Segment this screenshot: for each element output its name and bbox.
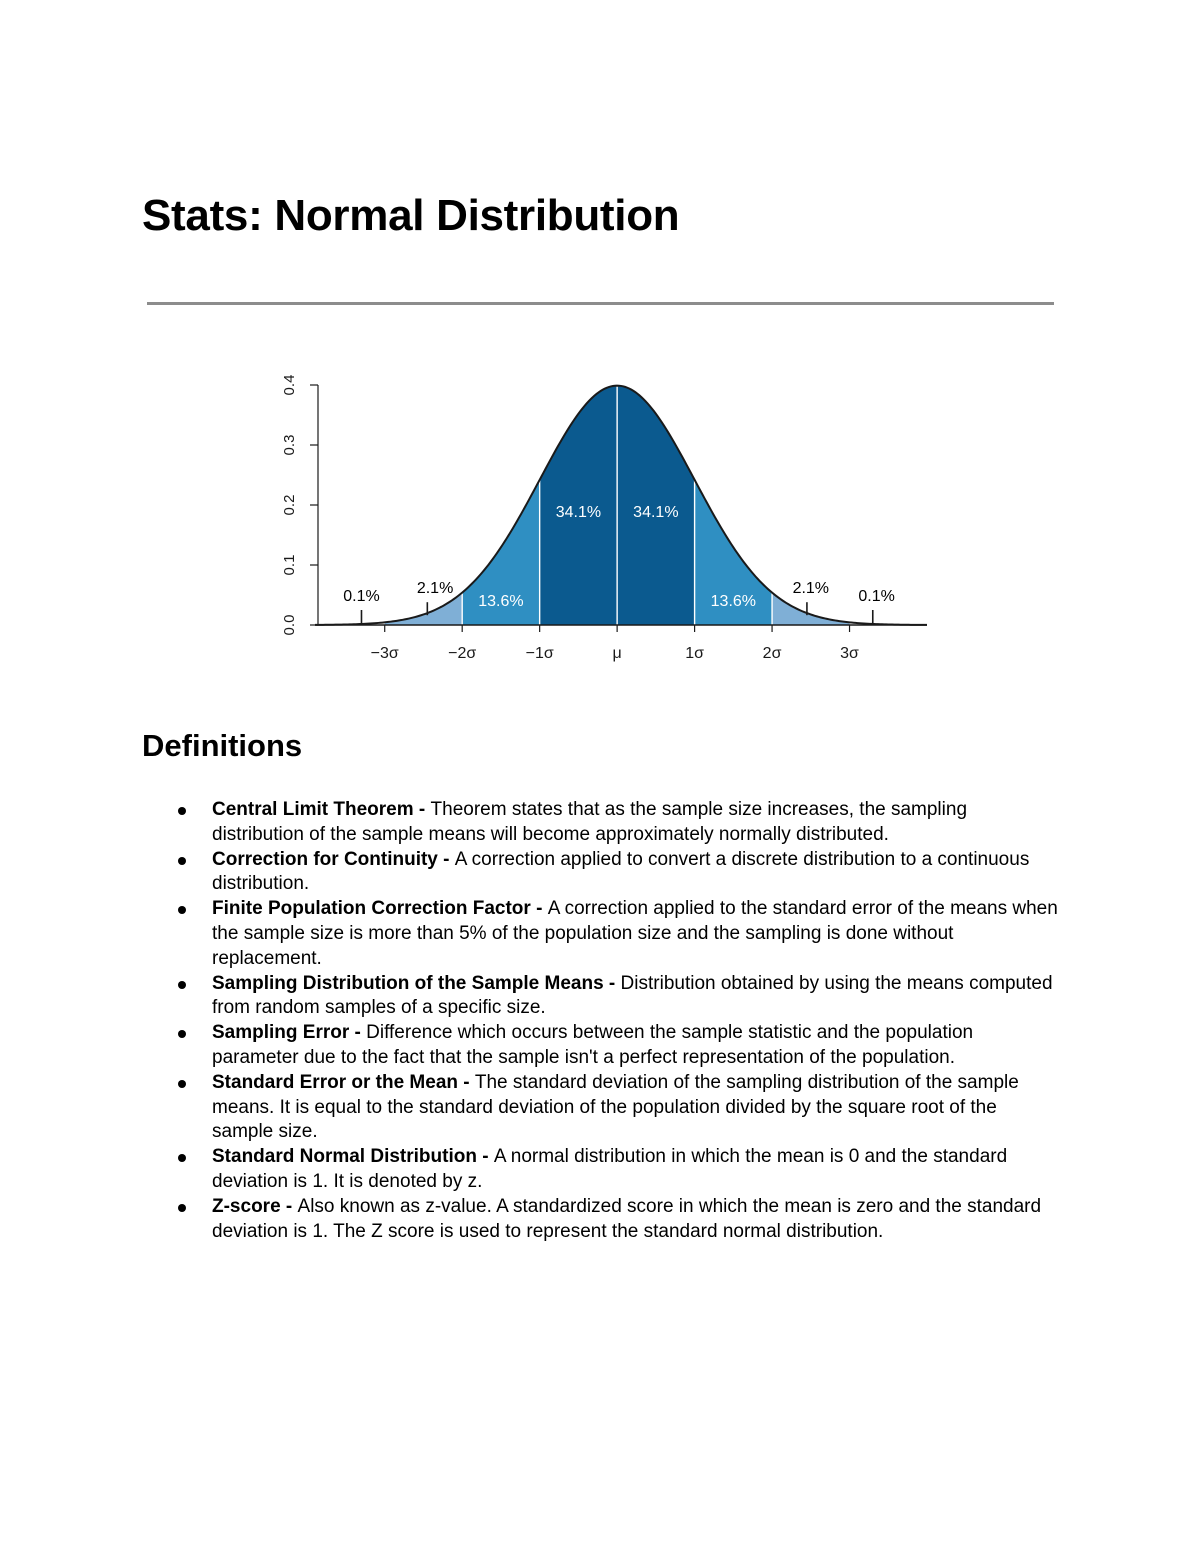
region-percent-label: 13.6% xyxy=(478,592,524,610)
bullet-icon xyxy=(178,1154,186,1162)
bullet-icon xyxy=(178,981,186,989)
definition-text: Difference which occurs between the sample statistic and the population parameter due to the fact that the sample isn't a perfect representation of the population. xyxy=(212,1022,974,1068)
y-tick-label: 0.1 xyxy=(281,554,298,576)
definition-item xyxy=(212,1195,1062,1245)
definition-text: The standard deviation of the sampling distribution of the sample means. It is equal to the standard deviation of the population divided by the square root of the sample size. xyxy=(212,1071,1019,1143)
definition-term: Standard Error or the Mean - xyxy=(212,1071,475,1093)
y-tick-label: 0.4 xyxy=(281,374,298,396)
normal-distribution-chart xyxy=(260,355,940,685)
x-tick-label: μ xyxy=(612,645,622,662)
definition-term: Standard Normal Distribution - xyxy=(212,1146,494,1168)
definition-term: Z-score - xyxy=(212,1195,298,1217)
region-percent-label: 2.1% xyxy=(792,580,830,598)
definition-item xyxy=(212,798,1062,848)
definition-item xyxy=(212,1145,1062,1195)
bullet-icon xyxy=(178,906,186,914)
definition-text: A correction applied to the standard error of the means when the sample size is more than 5% of the population size and the sampling is done without replacement. xyxy=(212,898,1058,969)
region-percent-label: 0.1% xyxy=(343,588,380,605)
bullet-icon xyxy=(178,1204,186,1212)
bullet-icon xyxy=(178,1030,186,1038)
region-percent-label: 13.6% xyxy=(710,592,757,610)
x-tick-label: 2σ xyxy=(762,645,782,662)
definition-item xyxy=(212,897,1062,971)
definitions-list xyxy=(212,798,1062,1244)
definition-term: Correction for Continuity - xyxy=(212,848,455,870)
x-tick-label: 1σ xyxy=(685,645,704,662)
x-tick-label: −2σ xyxy=(448,645,477,662)
y-tick-label: 0.0 xyxy=(281,614,298,636)
page-title: Stats: Normal Distribution xyxy=(142,191,680,240)
definitions-heading: Definitions xyxy=(142,728,303,763)
region-percent-label: 34.1% xyxy=(633,504,679,521)
definition-text: A normal distribution in which the mean is 0 and the standard deviation is 1. It is denoted by z. xyxy=(212,1146,1008,1192)
definition-term: Sampling Distribution of the Sample Means - xyxy=(212,972,621,994)
definition-text: Also known as z-value. A standardized score in which the mean is zero and the standard deviation is 1. The Z score is used to represent the standard normal distribution. xyxy=(212,1195,1042,1242)
x-tick-label: −3σ xyxy=(370,645,399,662)
region-percent-label: 2.1% xyxy=(416,580,454,598)
bullet-icon xyxy=(178,807,186,815)
definition-term: Sampling Error - xyxy=(212,1022,367,1044)
x-tick-label: 3σ xyxy=(840,645,859,662)
definition-item xyxy=(212,972,1062,1022)
definition-term: Central Limit Theorem - xyxy=(212,799,431,820)
x-tick-label: −1σ xyxy=(525,645,554,662)
y-tick-label: 0.3 xyxy=(281,434,298,456)
bullet-icon xyxy=(178,857,186,865)
definition-item xyxy=(212,1071,1062,1145)
definition-term: Finite Population Correction Factor - xyxy=(212,898,548,920)
definition-text: Distribution obtained by using the means computed from random samples of a specific size. xyxy=(212,972,1053,1019)
definition-item xyxy=(212,1021,1062,1071)
y-tick-label: 0.2 xyxy=(281,494,298,516)
region-percent-label: 0.1% xyxy=(858,588,895,605)
definition-item xyxy=(212,848,1062,898)
bullet-icon xyxy=(178,1080,186,1088)
horizontal-rule xyxy=(147,302,1054,305)
region-percent-label: 34.1% xyxy=(555,504,602,521)
definition-text: A correction applied to convert a discrete distribution to a continuous distribution. xyxy=(212,848,1030,895)
definition-text: Theorem states that as the sample size increases, the sampling distribution of the sample means will become approximately normally distributed. xyxy=(212,799,968,845)
chart-svg xyxy=(260,355,940,685)
